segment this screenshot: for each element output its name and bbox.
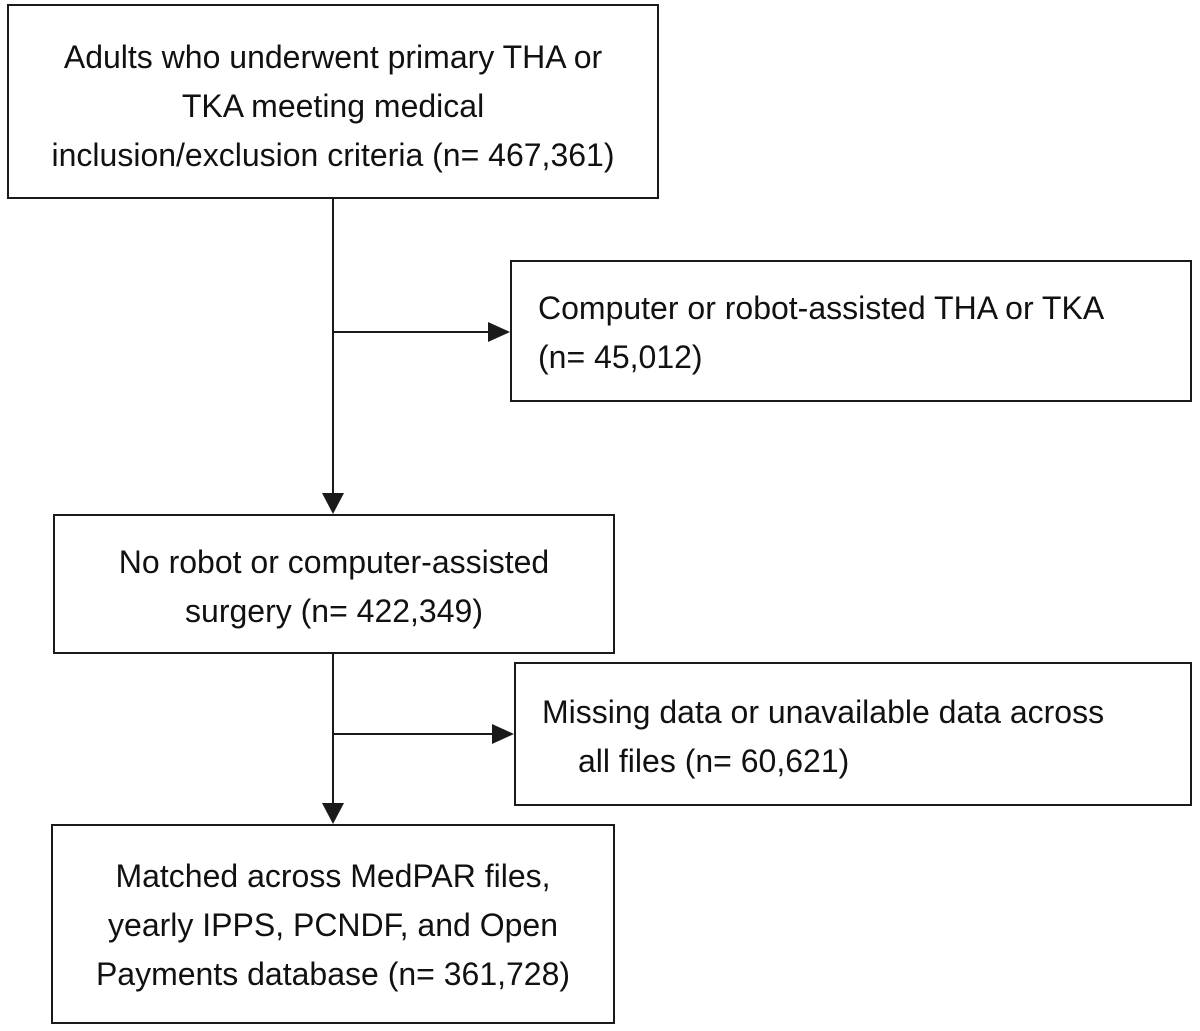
box-excluded-missing bbox=[514, 662, 1192, 806]
box-matched bbox=[51, 824, 615, 1024]
box-matched-text bbox=[53, 852, 613, 999]
arrowhead-assisted bbox=[488, 322, 510, 342]
no-robot-line-1: No robot or computer-assisted bbox=[118, 544, 550, 580]
initial-line-3: inclusion/exclusion criteria (n= 467,361) bbox=[51, 137, 615, 173]
matched-line-2: yearly IPPS, PCNDF, and Open bbox=[108, 907, 558, 943]
box-excluded-missing-text bbox=[516, 688, 1190, 786]
missing-line-2: all files (n= 60,621) bbox=[578, 743, 850, 779]
initial-line-1: Adults who underwent primary THA or bbox=[63, 39, 603, 75]
missing-line-1: Missing data or unavailable data across bbox=[542, 694, 1105, 730]
box-excluded-assisted bbox=[510, 260, 1192, 402]
assisted-line-1: Computer or robot-assisted THA or TKA bbox=[538, 290, 1105, 326]
arrowhead-missing bbox=[492, 724, 514, 744]
matched-line-3: Payments database (n= 361,728) bbox=[95, 956, 571, 992]
initial-line-2: TKA meeting medical bbox=[181, 88, 485, 124]
box-no-robot-text bbox=[55, 538, 613, 636]
box-initial-cohort bbox=[7, 4, 659, 199]
box-excluded-assisted-text bbox=[538, 284, 1190, 382]
no-robot-line-2: surgery (n= 422,349) bbox=[185, 593, 483, 629]
box-no-robot bbox=[53, 514, 615, 654]
matched-line-1: Matched across MedPAR files, bbox=[115, 858, 551, 894]
box-initial-cohort-text bbox=[9, 33, 657, 180]
arrowhead-no-robot bbox=[322, 493, 344, 514]
arrowhead-matched bbox=[322, 803, 344, 824]
assisted-line-2: (n= 45,012) bbox=[538, 339, 703, 375]
